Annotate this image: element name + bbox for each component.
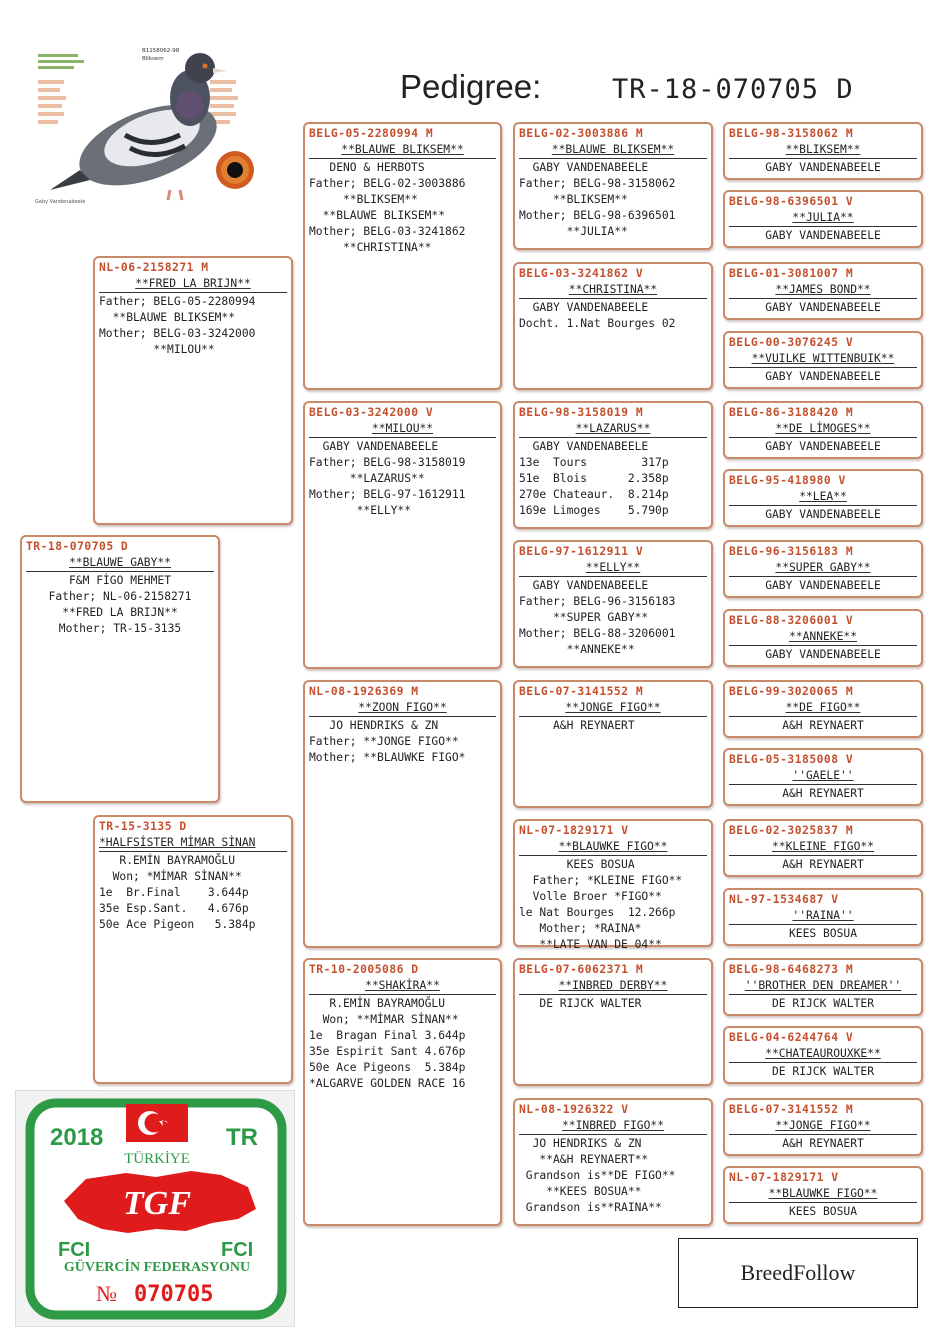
info-line: **CHRISTINA**: [309, 241, 432, 254]
owner: A&H REYNAERT: [782, 787, 864, 800]
mother-card[interactable]: [93, 815, 293, 1084]
info-line: GABY VANDENABEELE: [519, 161, 649, 174]
bird-name: ''BROTHER DEN DREAMER'': [729, 978, 917, 995]
ancestor-card[interactable]: [723, 540, 923, 598]
info-line: GABY VANDENABEELE: [519, 301, 649, 314]
info-line: 50e Ace Pigeons 5.384p: [309, 1061, 466, 1074]
info-line: Docht. 1.Nat Bourges 02: [519, 317, 676, 330]
stamp-federation: GÜVERCİN FEDERASYONU: [63, 1260, 251, 1275]
ancestor-card[interactable]: [723, 609, 923, 667]
info-line: **KEES BOSUA**: [519, 1185, 642, 1198]
info-line: 1e Bragan Final 3.644p: [309, 1029, 466, 1042]
info-line: 1e Br.Final 3.644p: [99, 886, 249, 899]
info-line: **BLAUWE BLIKSEM**: [309, 209, 446, 222]
info-line: Mother; **BLAUWKE FIGO*: [309, 751, 466, 764]
ring-number: BELG-99-3020065 M: [729, 685, 854, 698]
info-line: Volle Broer *FIGO**: [519, 890, 662, 903]
info-line: **LAZARUS**: [309, 472, 425, 485]
bird-name: **BLAUWKE FIGO**: [729, 1186, 917, 1203]
info-line: GABY VANDENABEELE: [309, 440, 439, 453]
owner: GABY VANDENABEELE: [765, 301, 881, 314]
page-title: Pedigree:: [400, 68, 542, 105]
bird-name: **DE LİMOGES**: [729, 421, 917, 438]
ring-number: BELG-97-1612911 V: [519, 545, 644, 558]
ancestor-card[interactable]: [723, 262, 923, 320]
info-line: **SUPER GABY**: [519, 611, 649, 624]
bird-name: **SHAKİRA**: [309, 978, 496, 995]
ancestor-card[interactable]: [723, 1166, 923, 1224]
ring-number: TR-18-070705 D: [26, 540, 129, 553]
bird-name: ''RAINA'': [729, 908, 917, 925]
stamp-logo: TGF: [123, 1185, 191, 1222]
ring-number: BELG-86-3188420 M: [729, 406, 854, 419]
brand-box: [678, 1238, 918, 1308]
info-line: 35e Espirit Sant 4.676p: [309, 1045, 466, 1058]
bird-name: **FRED LA BRIJN**: [99, 276, 287, 293]
ring-number: BELG-05-3185008 V: [729, 753, 854, 766]
ring-number: TR-10-2005086 D: [309, 963, 419, 976]
info-line: Father; BELG-05-2280994: [99, 295, 256, 308]
info-line: GABY VANDENABEELE: [519, 440, 649, 453]
ancestor-card[interactable]: [723, 190, 923, 248]
owner: GABY VANDENABEELE: [765, 579, 881, 592]
ring-number: BELG-98-3158062 M: [729, 127, 854, 140]
info-line: **ELLY**: [309, 504, 412, 517]
ring-number: BELG-96-3156183 M: [729, 545, 854, 558]
info-line: Mother; BELG-03-3241862: [309, 225, 466, 238]
great-grandparent-card[interactable]: [513, 401, 713, 529]
info-line: **FRED LA BRIJN**: [62, 606, 178, 619]
ring-number: NL-97-1534687 V: [729, 893, 839, 906]
info-line: Mother; BELG-98-6396501: [519, 209, 676, 222]
svg-text:Gaby Vandenabeele: Gaby Vandenabeele: [35, 199, 86, 205]
info-line: 50e Ace Pigeon 5.384p: [99, 918, 256, 931]
info-line: R.EMİN BAYRAMOĞLU: [309, 997, 446, 1010]
info-line: Father; BELG-02-3003886: [309, 177, 466, 190]
great-grandparent-card[interactable]: [513, 262, 713, 390]
brand-label: BreedFollow: [740, 1260, 856, 1285]
info-line: **A&H REYNAERT**: [519, 1153, 649, 1166]
info-line: Mother; BELG-97-1612911: [309, 488, 466, 501]
great-grandparent-card[interactable]: [513, 819, 713, 951]
bird-name: **KLEINE FIGO**: [729, 839, 917, 856]
info-line: Father; NL-06-2158271: [48, 590, 192, 603]
ancestor-card[interactable]: [723, 331, 923, 389]
info-line: **BLIKSEM**: [309, 193, 418, 206]
pigeon-photo: [30, 40, 275, 210]
ancestor-card[interactable]: [723, 680, 923, 738]
bird-name: **BLAUWKE FIGO**: [519, 839, 707, 856]
info-line: Grandson is**RAINA**: [519, 1201, 662, 1214]
great-grandparent-card[interactable]: [513, 1098, 713, 1226]
stamp-year: 2018: [50, 1124, 104, 1151]
owner: GABY VANDENABEELE: [765, 508, 881, 521]
info-line: A&H REYNAERT: [519, 719, 635, 732]
bird-name: **BLAUWE BLIKSEM**: [309, 142, 496, 159]
ring-number: BELG-07-3141552 M: [519, 685, 644, 698]
stamp-fci-left: FCI: [58, 1239, 91, 1261]
ring-number: BELG-88-3206001 V: [729, 614, 854, 627]
info-line: JO HENDRIKS & ZN: [309, 719, 439, 732]
owner: GABY VANDENABEELE: [765, 161, 881, 174]
ancestor-card[interactable]: [723, 401, 923, 459]
owner: DE RIJCK WALTER: [771, 1065, 875, 1078]
svg-text:Bliksem: Bliksem: [142, 56, 164, 62]
info-line: **BLAUWE BLIKSEM**: [99, 311, 236, 324]
ring-number: BELG-95-418980 V: [729, 474, 846, 487]
grandparent-card[interactable]: [303, 958, 502, 1226]
bird-name: **JONGE FIGO**: [729, 1118, 917, 1135]
main-bird-card[interactable]: [20, 535, 220, 803]
ring-number: BELG-98-6468273 M: [729, 963, 854, 976]
bird-name: **VUILKE WITTENBUIK**: [729, 351, 917, 368]
info-line: DE RIJCK WALTER: [519, 997, 642, 1010]
owner: GABY VANDENABEELE: [765, 370, 881, 383]
info-line: 13e Tours 317p: [519, 456, 669, 469]
bird-name: **MILOU**: [309, 421, 496, 438]
ring-number: BELG-05-2280994 M: [309, 127, 434, 140]
ancestor-card[interactable]: [723, 469, 923, 527]
bird-name: *HALFSİSTER MİMAR SİNAN: [99, 835, 287, 852]
federation-stamp: [15, 1090, 295, 1327]
info-line: R.EMİN BAYRAMOĞLU: [99, 854, 236, 867]
ancestor-card[interactable]: [723, 122, 923, 180]
ring-number: BELG-98-3158019 M: [519, 406, 644, 419]
bird-name: **LEA**: [729, 489, 917, 506]
info-line: Mother; *RAINA*: [519, 922, 642, 935]
owner: GABY VANDENABEELE: [765, 229, 881, 242]
info-line: 51e Blois 2.358p: [519, 472, 669, 485]
grandparent-card[interactable]: [303, 401, 502, 669]
info-line: **ANNEKE**: [519, 643, 635, 656]
info-line: Won; **MİMAR SİNAN**: [309, 1013, 459, 1026]
bird-name: **LAZARUS**: [519, 421, 707, 438]
info-line: **LATE VAN DE 04**: [519, 938, 662, 951]
great-grandparent-card[interactable]: [513, 680, 713, 808]
stamp-country: TÜRKİYE: [124, 1151, 190, 1167]
info-line: **JULIA**: [519, 225, 628, 238]
info-line: Father; BELG-98-3158019: [309, 456, 466, 469]
info-line: *ALGARVE GOLDEN RACE 16: [309, 1077, 466, 1090]
info-line: Won; *MİMAR SİNAN**: [99, 870, 242, 883]
info-line: le Nat Bourges 12.266p: [519, 906, 676, 919]
ancestor-card[interactable]: [723, 1026, 923, 1084]
bird-name: **ELLY**: [519, 560, 707, 577]
bird-name: **ANNEKE**: [729, 629, 917, 646]
bird-name: **BLIKSEM**: [729, 142, 917, 159]
info-line: Mother; TR-15-3135: [58, 622, 182, 635]
ring-number: NL-08-1926369 M: [309, 685, 419, 698]
svg-text:B1158062-98: B1158062-98: [142, 48, 180, 54]
bird-name: **JULIA**: [729, 210, 917, 227]
ancestor-card[interactable]: [723, 958, 923, 1016]
grandparent-card[interactable]: [303, 680, 502, 948]
stamp-country-code: TR: [226, 1124, 258, 1151]
bird-name: **INBRED DERBY**: [519, 978, 707, 995]
owner: DE RIJCK WALTER: [771, 997, 875, 1010]
ring-number: BELG-03-3241862 V: [519, 267, 644, 280]
ancestor-card[interactable]: [723, 748, 923, 806]
ring-number: BELG-04-6244764 V: [729, 1031, 854, 1044]
info-line: GABY VANDENABEELE: [519, 579, 649, 592]
flag-icon: [126, 1104, 188, 1142]
bird-name: ''GAELE'': [729, 768, 917, 785]
bird-name: **BLAUWE GABY**: [26, 555, 214, 572]
info-line: Father; BELG-98-3158062: [519, 177, 676, 190]
info-line: **MILOU**: [99, 343, 215, 356]
bird-name: **CHATEAUROUXKE**: [729, 1046, 917, 1063]
ring-number: BELG-07-3141552 M: [729, 1103, 854, 1116]
owner: GABY VANDENABEELE: [765, 648, 881, 661]
stamp-number: 070705: [134, 1282, 214, 1307]
ring-number: BELG-03-3242000 V: [309, 406, 434, 419]
ancestor-card[interactable]: [723, 1098, 923, 1156]
ancestor-card[interactable]: [723, 888, 923, 946]
ring-number: BELG-00-3076245 V: [729, 336, 854, 349]
info-line: Father; **JONGE FIGO**: [309, 735, 459, 748]
great-grandparent-card[interactable]: [513, 122, 713, 250]
ring-number: BELG-98-6396501 V: [729, 195, 854, 208]
ring-number: NL-07-1829171 V: [519, 824, 629, 837]
ring-number: BELG-07-6062371 M: [519, 963, 644, 976]
bird-name: **JONGE FIGO**: [519, 700, 707, 717]
info-line: Mother; BELG-03-3242000: [99, 327, 256, 340]
info-line: **BLIKSEM**: [519, 193, 628, 206]
ring-number: BELG-01-3081007 M: [729, 267, 854, 280]
stamp-number-prefix: №: [96, 1281, 117, 1306]
grandparent-card[interactable]: [303, 122, 502, 390]
great-grandparent-card[interactable]: [513, 540, 713, 668]
owner: A&H REYNAERT: [782, 1137, 864, 1150]
info-line: F&M FİGO MEHMET: [68, 574, 172, 587]
bird-name: **BLAUWE BLIKSEM**: [519, 142, 707, 159]
bird-name: **CHRISTINA**: [519, 282, 707, 299]
info-line: Father; BELG-96-3156183: [519, 595, 676, 608]
owner: A&H REYNAERT: [782, 858, 864, 871]
ring-number: NL-07-1829171 V: [729, 1171, 839, 1184]
owner: GABY VANDENABEELE: [765, 440, 881, 453]
info-line: Grandson is**DE FIGO**: [519, 1169, 676, 1182]
ring-number: TR-15-3135 D: [99, 820, 187, 833]
stamp-fci-right: FCI: [221, 1239, 254, 1261]
ancestor-card[interactable]: [723, 819, 923, 877]
bird-name: **JAMES BOND**: [729, 282, 917, 299]
father-card[interactable]: [93, 256, 293, 525]
great-grandparent-card[interactable]: [513, 958, 713, 1086]
info-line: 169e Limoges 5.790p: [519, 504, 669, 517]
owner: KEES BOSUA: [788, 1205, 857, 1218]
info-line: Mother; BELG-88-3206001: [519, 627, 676, 640]
info-line: DENO & HERBOTS: [309, 161, 425, 174]
ring-number: BELG-02-3025837 M: [729, 824, 854, 837]
ring-number: BELG-02-3003886 M: [519, 127, 644, 140]
bird-name: **INBRED FIGO**: [519, 1118, 707, 1135]
info-line: JO HENDRIKS & ZN: [519, 1137, 642, 1150]
owner: A&H REYNAERT: [782, 719, 864, 732]
pedigree-ring-number: TR-18-070705 D: [612, 74, 854, 105]
bird-name: **ZOON FIGO**: [309, 700, 496, 717]
info-line: Father; *KLEINE FIGO**: [519, 874, 683, 887]
bird-name: **SUPER GABY**: [729, 560, 917, 577]
ring-number: NL-08-1926322 V: [519, 1103, 629, 1116]
info-line: 270e Chateaur. 8.214p: [519, 488, 669, 501]
info-line: KEES BOSUA: [519, 858, 635, 871]
bird-name: **DE FIGO**: [729, 700, 917, 717]
owner: KEES BOSUA: [788, 927, 857, 940]
ring-number: NL-06-2158271 M: [99, 261, 209, 274]
info-line: 35e Esp.Sant. 4.676p: [99, 902, 249, 915]
